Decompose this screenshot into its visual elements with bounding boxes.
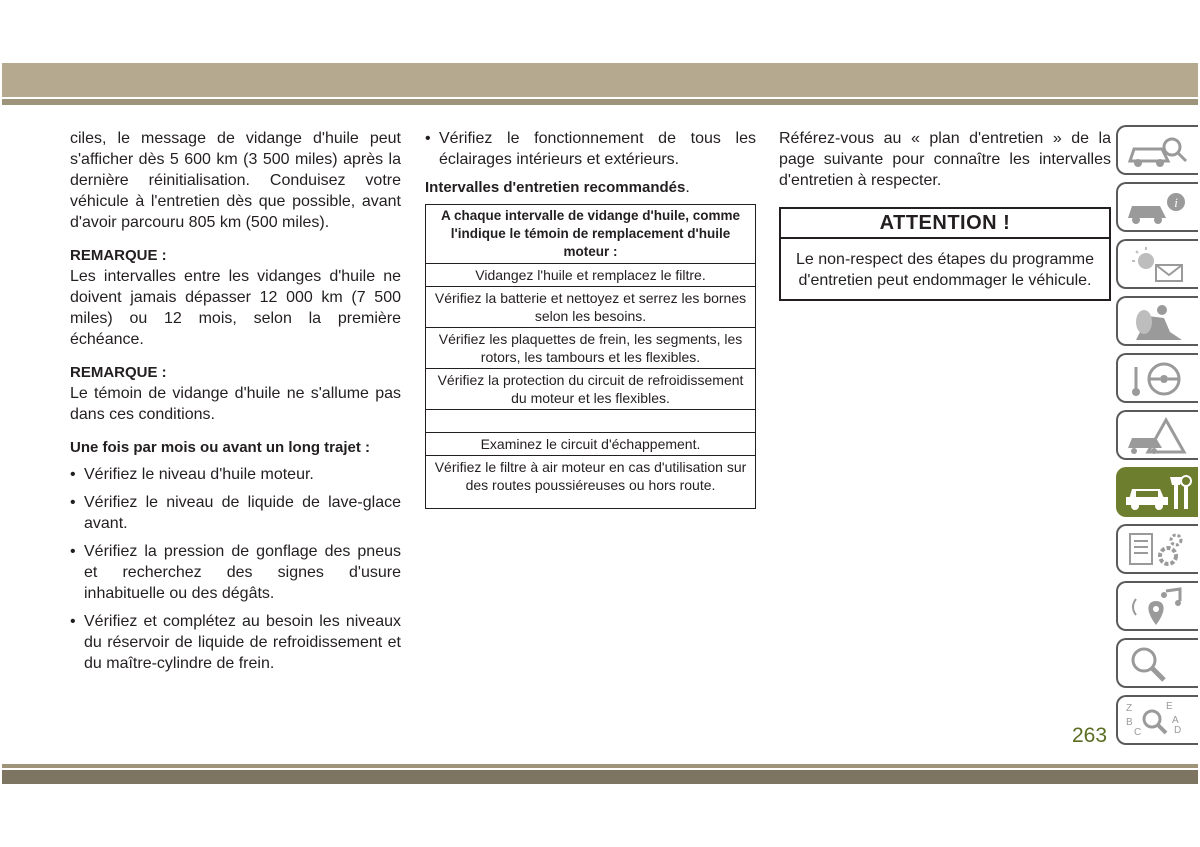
- tab-multimedia[interactable]: [1116, 581, 1198, 631]
- svg-text:C: C: [1134, 727, 1142, 738]
- list-item: • Vérifiez le fonctionnement de tous les éclairages intérieurs et extérieurs.: [425, 128, 756, 170]
- intervals-heading: Intervalles d'entretien recommandés: [425, 179, 686, 196]
- steering-wheel-icon: [1122, 359, 1192, 399]
- tab-car-hazard[interactable]: [1116, 410, 1198, 460]
- tab-steering[interactable]: [1116, 353, 1198, 403]
- note-text: Les intervalles entre les vidanges d'huile ne doivent jamais dépasser 12 000 km (7 500 miles) ou 12 mois, selon la première échéance.: [70, 268, 401, 348]
- car-info-icon: [1122, 188, 1192, 228]
- column-middle: [425, 128, 756, 509]
- footer-rule: [2, 764, 1198, 768]
- svg-text:i: i: [1174, 195, 1178, 210]
- lighting-check-list: [425, 128, 756, 170]
- monthly-checks-list: [70, 464, 401, 674]
- list-item: • Vérifiez le niveau de liquide de lave-glace avant.: [70, 492, 401, 534]
- svg-text:E: E: [1166, 701, 1173, 712]
- car-hazard-icon: [1122, 416, 1192, 456]
- list-item: • Vérifiez et complétez au besoin les niveaux du réservoir de liquide de refroidissement et du maître-cylindre de frein.: [70, 611, 401, 674]
- svg-text:A: A: [1172, 715, 1179, 726]
- multimedia-music-icon: [1122, 587, 1192, 627]
- attention-box: [779, 207, 1111, 301]
- warning-light-message-icon: [1122, 245, 1192, 285]
- intervals-heading-line: [425, 177, 756, 198]
- tab-car-info[interactable]: [1116, 182, 1198, 232]
- note-heading: REMARQUE :: [70, 364, 167, 381]
- table-row: [426, 264, 756, 287]
- tab-search[interactable]: [1116, 638, 1198, 688]
- page-number: 263: [1072, 724, 1108, 747]
- table-cell: Vidangez l'huile et remplacez le filtre.: [426, 264, 756, 287]
- tab-warning-lights[interactable]: [1116, 239, 1198, 289]
- intro-paragraph: Référez-vous au « plan d'entretien » de la page suivante pour connaître les intervalles d'entretien à respecter.: [779, 130, 1111, 189]
- intro-paragraph: ciles, le message de vidange d'huile peut s'afficher dès 5 600 km (3 500 miles) après la dernière réinitialisation. Conduisez votre véhicule à l'entretien dès que possible, avant d'avoir parcouru 805 km (500 miles).: [70, 130, 401, 231]
- table-row: [426, 369, 756, 410]
- airbag-seat-icon: [1122, 302, 1192, 342]
- table-cell: Vérifiez la protection du circuit de refroidissement du moteur et les flexibles.: [426, 369, 756, 410]
- search-magnifier-icon: [1122, 644, 1192, 684]
- specifications-gear-icon: [1122, 530, 1192, 570]
- note-text: Le témoin de vidange d'huile ne s'allume pas dans ces conditions.: [70, 385, 401, 423]
- table-cell: Examinez le circuit d'échappement.: [426, 433, 756, 456]
- tab-index[interactable]: [1116, 695, 1198, 745]
- tab-airbag-seat[interactable]: [1116, 296, 1198, 346]
- table-cell: Vérifiez le filtre à air moteur en cas d'utilisation sur des routes poussiéreuses ou hors route.: [426, 456, 756, 509]
- table-header-row: [426, 205, 756, 264]
- tab-car-service[interactable]: [1116, 467, 1198, 517]
- maintenance-intervals-table: [425, 204, 756, 509]
- table-cell: Vérifiez les plaquettes de frein, les segments, les rotors, les tambours et les flexibles.: [426, 328, 756, 369]
- table-cell: [426, 410, 756, 433]
- footer-band: [2, 770, 1198, 784]
- table-row: [426, 433, 756, 456]
- table-header-cell: A chaque intervalle de vidange d'huile, comme l'indique le témoin de remplacement d'huile moteur :: [426, 205, 756, 264]
- list-item: • Vérifiez le niveau d'huile moteur.: [70, 464, 401, 485]
- tab-car-dashboard[interactable]: [1116, 125, 1198, 175]
- table-row: [426, 410, 756, 433]
- table-row: [426, 328, 756, 369]
- index-az-icon: [1122, 701, 1192, 741]
- monthly-checks-heading: Une fois par mois ou avant un long trajet :: [70, 439, 371, 456]
- column-left: [70, 128, 401, 681]
- list-item: • Vérifiez la pression de gonflage des pneus et recherchez des signes d'usure inhabituelle ou des dégâts.: [70, 541, 401, 604]
- car-service-tools-icon: [1122, 473, 1192, 513]
- table-cell: Vérifiez la batterie et nettoyez et serrez les bornes selon les besoins.: [426, 287, 756, 328]
- header-band: [2, 63, 1198, 97]
- tab-specifications[interactable]: [1116, 524, 1198, 574]
- table-row: [426, 287, 756, 328]
- svg-text:B: B: [1126, 717, 1133, 728]
- car-dashboard-icon: [1122, 131, 1192, 171]
- svg-text:Z: Z: [1126, 703, 1133, 714]
- header-rule: [2, 99, 1198, 105]
- table-row: [426, 456, 756, 509]
- note-heading: REMARQUE :: [70, 247, 167, 264]
- svg-text:D: D: [1174, 725, 1182, 736]
- attention-text: Le non-respect des étapes du programme d'entretien peut endommager le véhicule.: [796, 251, 1094, 289]
- attention-title: ATTENTION !: [781, 209, 1109, 239]
- intervals-heading-period: .: [685, 179, 690, 196]
- column-right: [779, 128, 1111, 301]
- chapter-tabs: [1116, 125, 1200, 752]
